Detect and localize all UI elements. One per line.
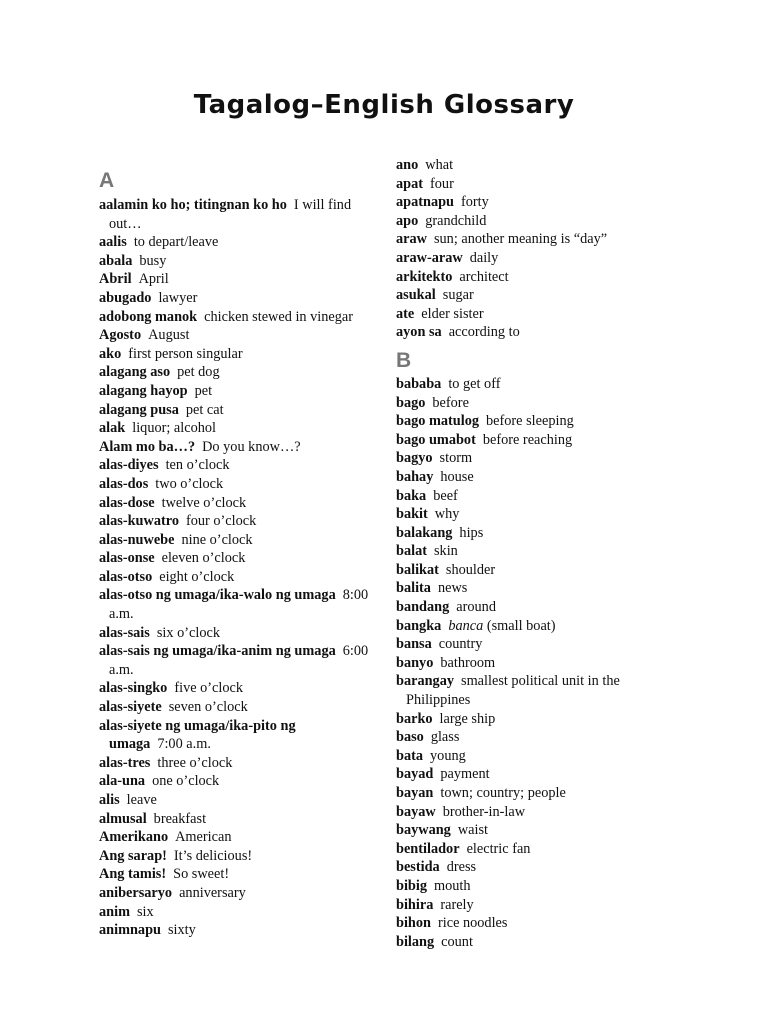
glossary-entry (396, 579, 686, 598)
glossary-entry (396, 212, 686, 231)
entry-term: Agosto (99, 327, 142, 344)
entry-term: bayaw (396, 803, 436, 820)
entry-definition: pet cat (185, 401, 224, 418)
entry-term: Amerikano (99, 829, 169, 846)
entry-term: ate (396, 305, 415, 322)
glossary-entry (99, 326, 369, 345)
entry-list-a-left (99, 196, 369, 940)
entry-term: apat (396, 175, 424, 192)
glossary-entry (396, 840, 686, 859)
entry-definition: seven o’clock (168, 699, 248, 716)
entry-definition: nine o’clock (181, 531, 253, 548)
section-letter-b: B (396, 348, 412, 372)
glossary-entry (396, 803, 686, 822)
entry-definition: Do you know…? (202, 438, 301, 455)
glossary-entry (99, 438, 369, 457)
entry-term: araw (396, 231, 427, 248)
glossary-column-right (396, 156, 686, 951)
page-title: Tagalog–English Glossary (193, 90, 575, 120)
glossary-entry (396, 635, 686, 654)
glossary-entry (396, 747, 686, 766)
entry-definition: anniversary (179, 884, 246, 901)
entry-definition: one o’clock (152, 773, 220, 790)
entry-term: balakang (396, 524, 453, 541)
entry-definition: what (425, 157, 454, 173)
entry-term: baywang (396, 822, 451, 839)
glossary-entry (396, 249, 686, 268)
entry-term: bago (396, 394, 426, 411)
glossary-entry (99, 903, 369, 922)
glossary-entry (99, 456, 369, 475)
entry-definition: April (138, 271, 169, 288)
glossary-entry (99, 196, 369, 233)
entry-definition: waist (457, 822, 489, 839)
entry-definition: house (440, 468, 474, 485)
entry-definition: sun; another meaning is “day” (433, 231, 608, 248)
glossary-entry (396, 821, 686, 840)
entry-definition: large ship (439, 710, 496, 727)
entry-definition: pet dog (177, 364, 220, 381)
entry-definition: architect (459, 268, 509, 285)
entry-term: Ang tamis! (99, 866, 167, 883)
entry-definition: beef (433, 487, 458, 504)
entry-term: balat (396, 543, 427, 560)
glossary-entry (99, 475, 369, 494)
glossary-entry (396, 487, 686, 506)
glossary-entry (396, 877, 686, 896)
glossary-entry (99, 549, 369, 568)
entry-term: ano (396, 157, 419, 173)
glossary-entry (396, 784, 686, 803)
glossary-entry (396, 431, 686, 450)
glossary-entry (396, 524, 686, 543)
glossary-entry (99, 586, 369, 623)
glossary-entry (396, 175, 686, 194)
entry-term: barko (396, 710, 433, 727)
entry-term: baso (396, 729, 424, 746)
glossary-entry (99, 308, 369, 327)
glossary-entry (396, 617, 686, 636)
entry-definition: sixty (167, 922, 196, 939)
glossary-entry (396, 230, 686, 249)
glossary-entry (99, 791, 369, 810)
glossary-entry (396, 542, 686, 561)
entry-definition: smallest political unit in the Philippines (406, 673, 620, 709)
glossary-entry (99, 233, 369, 252)
entry-definition: count (441, 933, 473, 950)
entry-definition: sugar (442, 287, 474, 304)
glossary-entry (396, 598, 686, 617)
entry-definition: six o’clock (156, 624, 220, 641)
entry-definition: country (438, 636, 483, 653)
entry-definition: hips (459, 524, 484, 541)
entry-definition: skin (433, 543, 458, 560)
entry-definition: electric fan (466, 840, 531, 857)
entry-definition: chicken stewed in vinegar (204, 308, 354, 325)
entry-definition: before reaching (482, 431, 573, 448)
entry-term: bababa (396, 375, 442, 392)
entry-definition: rarely (440, 896, 474, 913)
entry-term: ako (99, 345, 122, 362)
entry-definition: five o’clock (174, 680, 244, 697)
entry-definition: August (148, 327, 190, 344)
entry-definition: breakfast (153, 810, 207, 827)
glossary-entry (99, 828, 369, 847)
glossary-entry (99, 568, 369, 587)
glossary-entry (99, 270, 369, 289)
entry-definition: elder sister (421, 305, 484, 322)
glossary-entry (99, 810, 369, 829)
entry-term: alas-singko (99, 680, 168, 697)
glossary-entry (99, 363, 369, 382)
entry-term: anibersaryo (99, 884, 173, 901)
entry-term: bansa (396, 636, 432, 653)
entry-term: anim (99, 903, 130, 920)
entry-definition: I will find out… (109, 197, 352, 232)
entry-term: alas-onse (99, 550, 155, 567)
entry-term: alagang pusa (99, 401, 179, 418)
glossary-entry (99, 698, 369, 717)
glossary-entry (99, 717, 369, 754)
entry-term: alas-sais (99, 624, 150, 641)
entry-definition: storm (439, 450, 473, 467)
glossary-entry (396, 286, 686, 305)
entry-term: apatnapu (396, 194, 455, 211)
glossary-entry (396, 710, 686, 729)
entry-term: bihon (396, 915, 431, 932)
entry-term: banyo (396, 654, 434, 671)
entry-term: alas-kuwatro (99, 513, 179, 530)
glossary-column-left (99, 166, 369, 940)
glossary-entry (396, 268, 686, 287)
entry-definition: daily (469, 249, 499, 266)
entry-definition: according to (448, 324, 520, 341)
entry-term: animnapu (99, 922, 161, 939)
entry-definition: shoulder (445, 561, 496, 578)
glossary-entry (396, 933, 686, 952)
entry-definition: two o’clock (155, 475, 224, 492)
glossary-entry (396, 193, 686, 212)
entry-definition: mouth (434, 877, 471, 894)
entry-definition: six (136, 903, 154, 920)
entry-term: almusal (99, 810, 147, 827)
glossary-entry (396, 672, 686, 709)
entry-definition: busy (139, 252, 167, 269)
glossary-entry (99, 289, 369, 308)
entry-term: bilang (396, 933, 435, 950)
entry-term: alagang aso (99, 364, 171, 381)
glossary-entry (99, 754, 369, 773)
entry-term: adobong manok (99, 308, 198, 325)
entry-definition: 8:00 a.m. (109, 587, 369, 623)
entry-term: alas-siyete (99, 699, 162, 716)
glossary-entry (396, 561, 686, 580)
entry-term: abala (99, 252, 133, 269)
glossary-entry (99, 252, 369, 271)
entry-definition: eleven o’clock (161, 550, 246, 567)
entry-definition: three o’clock (157, 754, 233, 771)
glossary-entry (99, 531, 369, 550)
entry-definition-note: (small boat) (486, 617, 556, 634)
entry-term: bakit (396, 506, 428, 523)
entry-term: bestida (396, 859, 440, 876)
glossary-entry (99, 884, 369, 903)
entry-definition: forty (461, 194, 489, 211)
entry-term: asukal (396, 287, 436, 304)
entry-definition: So sweet! (173, 866, 230, 883)
entry-term: bangka (396, 617, 442, 634)
entry-definition: why (434, 506, 460, 523)
entry-definition: payment (440, 766, 490, 783)
entry-term: alak (99, 420, 126, 437)
entry-definition: around (456, 599, 496, 616)
entry-term: bayan (396, 785, 434, 801)
entry-term: baka (396, 487, 427, 504)
glossary-entry (99, 494, 369, 513)
glossary-entry (396, 323, 686, 342)
entry-term: bandang (396, 599, 450, 616)
glossary-entry (99, 345, 369, 364)
entry-definition: It’s delicious! (173, 847, 253, 864)
glossary-entry (99, 921, 369, 940)
entry-term: alas-otso ng umaga/ika-walo ng umaga (99, 587, 336, 604)
entry-definition: glass (430, 729, 460, 746)
glossary-entry (396, 156, 686, 175)
glossary-entry (99, 624, 369, 643)
glossary-entry (99, 419, 369, 438)
glossary-entry (99, 847, 369, 866)
entry-definition: ten o’clock (165, 457, 230, 474)
section-letter-a: A (99, 169, 115, 192)
glossary-entry (396, 449, 686, 468)
entry-term: alas-dose (99, 494, 155, 511)
entry-definition: before sleeping (486, 413, 574, 430)
entry-definition: twelve o’clock (161, 494, 247, 511)
entry-term: alas-tres (99, 754, 151, 771)
glossary-entry (99, 512, 369, 531)
glossary-entry (99, 679, 369, 698)
entry-definition: liquor; alcohol (132, 420, 217, 437)
entry-definition: to get off (448, 375, 501, 392)
glossary-entry (396, 654, 686, 673)
glossary-entry (99, 382, 369, 401)
entry-term: bago matulog (396, 413, 480, 430)
entry-term: balikat (396, 561, 439, 578)
entry-definition: rice noodles (437, 915, 508, 932)
entry-list-a-right (396, 156, 686, 342)
entry-term: abugado (99, 289, 152, 306)
entry-term: Ang sarap! (99, 847, 167, 864)
entry-definition: brother-in-law (442, 803, 526, 820)
glossary-entry (396, 914, 686, 933)
entry-term: arkitekto (396, 268, 453, 285)
entry-definition: young (430, 747, 466, 764)
entry-term: Alam mo ba…? (99, 438, 196, 455)
glossary-entry (99, 642, 369, 679)
glossary-entry (99, 865, 369, 884)
entry-definition: grandchild (425, 212, 487, 229)
entry-definition: leave (126, 792, 157, 808)
entry-term: barangay (396, 673, 454, 690)
entry-term: alas-diyes (99, 457, 159, 474)
entry-definition: dress (446, 859, 477, 876)
entry-definition: to depart/leave (133, 234, 219, 251)
entry-definition: before (432, 394, 469, 411)
glossary-entry (99, 772, 369, 791)
entry-term: alagang hayop (99, 382, 188, 399)
entry-term: bentilador (396, 840, 460, 857)
entry-definition: town; country; people (440, 785, 566, 801)
glossary-entry (99, 401, 369, 420)
glossary-entry (396, 505, 686, 524)
entry-term: Abril (99, 271, 132, 288)
entry-term: alas-sais ng umaga/ika-anim ng umaga (99, 643, 336, 660)
entry-definition: first person singular (128, 345, 243, 362)
entry-term: bahay (396, 468, 434, 485)
glossary-entry (396, 728, 686, 747)
entry-definition: 6:00 a.m. (109, 643, 369, 678)
entry-term: apo (396, 212, 419, 229)
entry-term: bibig (396, 877, 427, 894)
entry-term: aalis (99, 234, 127, 251)
entry-definition: pet (194, 382, 213, 399)
entry-term: bayad (396, 766, 434, 783)
entry-definition: bathroom (440, 654, 496, 671)
entry-term: alis (99, 792, 120, 808)
entry-term: alas-otso (99, 568, 153, 585)
glossary-entry (396, 896, 686, 915)
entry-term: alas-dos (99, 475, 149, 492)
entry-term: alas-siyete ng umaga/ika-pito ng umaga (99, 717, 296, 753)
entry-definition: news (437, 580, 468, 597)
entry-term: bata (396, 747, 424, 764)
entry-term: ala-una (99, 773, 146, 790)
entry-list-b (396, 375, 686, 951)
entry-term: aalamin ko ho; titingnan ko ho (99, 197, 287, 213)
entry-term: bago umabot (396, 431, 476, 448)
glossary-entry (396, 394, 686, 413)
entry-definition: four (430, 175, 454, 192)
entry-definition: banca (448, 617, 484, 634)
glossary-entry (396, 375, 686, 394)
entry-term: balita (396, 580, 431, 597)
entry-term: araw-araw (396, 249, 463, 266)
glossary-entry (396, 305, 686, 324)
glossary-entry (396, 412, 686, 431)
entry-definition: American (175, 829, 232, 846)
entry-definition: 7:00 a.m. (157, 736, 211, 753)
glossary-entry (396, 468, 686, 487)
glossary-entry (396, 858, 686, 877)
entry-definition: eight o’clock (159, 568, 235, 585)
entry-term: alas-nuwebe (99, 531, 175, 548)
entry-definition: lawyer (158, 289, 198, 306)
entry-term: ayon sa (396, 324, 442, 341)
entry-term: bihira (396, 896, 434, 913)
entry-term: bagyo (396, 450, 433, 467)
glossary-entry (396, 765, 686, 784)
entry-definition: four o’clock (185, 513, 257, 530)
